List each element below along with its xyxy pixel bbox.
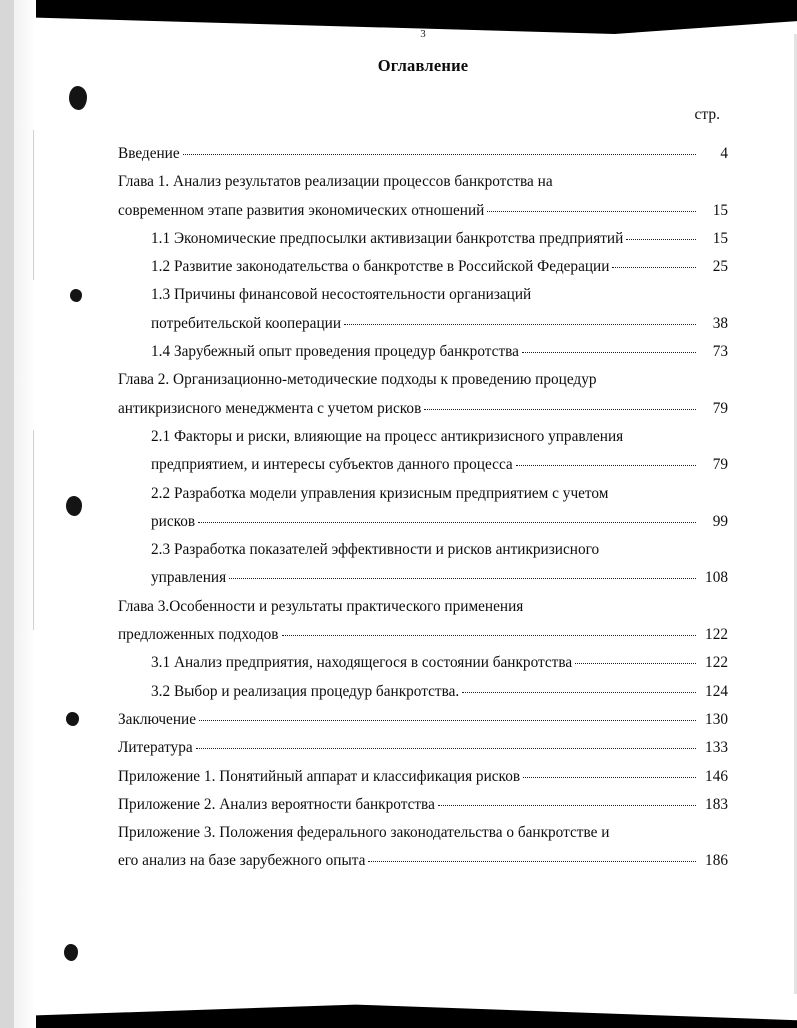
toc-entry-line (151, 316, 728, 331)
toc-entry-label: предприятием, и интересы субъектов данного процесса (151, 456, 513, 474)
toc-page-number: 186 (705, 852, 728, 870)
toc-entry-line (118, 401, 728, 416)
toc-dot-leader (196, 748, 696, 749)
toc-page-number: 122 (705, 626, 728, 644)
toc-entry-line (151, 344, 728, 359)
toc-page-number: 124 (705, 682, 728, 700)
toc-page-number: 122 (705, 654, 728, 672)
toc-dot-leader (282, 635, 697, 636)
page-title: Оглавление (377, 56, 469, 75)
toc-entry-label: 1.4 Зарубежный опыт проведения процедур банкротства (151, 343, 519, 361)
toc-entry-label: Глава 2. Организационно-методические подходы к проведению процедур (118, 371, 597, 389)
toc-entry-line (151, 570, 728, 585)
toc-dot-leader (438, 805, 696, 806)
hole-punch-mark-3 (66, 496, 82, 516)
toc-entry-label: Глава 1. Анализ результатов реализации процессов банкротства на (118, 173, 553, 191)
toc-entry[interactable] (118, 712, 728, 727)
toc-entry-line (151, 542, 728, 557)
toc-entry-label: Приложение 2. Анализ вероятности банкротства (118, 795, 435, 813)
toc-entry[interactable] (118, 486, 728, 530)
toc-dot-leader (229, 578, 696, 579)
toc-entry-label: 1.1 Экономические предпосылки активизации банкротства предприятий (151, 229, 624, 247)
toc-entry-line (118, 146, 728, 161)
toc-dot-leader (462, 692, 696, 693)
toc-entry-line (151, 684, 728, 699)
toc-entry[interactable] (118, 655, 728, 670)
toc-page-number: 15 (712, 229, 728, 247)
toc-entry[interactable] (118, 684, 728, 699)
toc-entry-label: современном этапе развития экономических отношений (118, 201, 485, 219)
toc-entry-label: 3.2 Выбор и реализация процедур банкротства. (151, 682, 460, 700)
hole-punch-mark-1 (69, 86, 87, 110)
toc-entry-line (118, 627, 728, 642)
toc-dot-leader (424, 409, 696, 410)
toc-dot-leader (523, 777, 696, 778)
toc-dot-leader (198, 522, 696, 523)
toc-entry-label: 2.1 Факторы и риски, влияющие на процесс антикризисного управления (151, 427, 624, 445)
toc-entry[interactable] (118, 797, 728, 812)
toc-page-number: 4 (720, 145, 728, 162)
scan-bottom-black-band (36, 998, 797, 1028)
toc-dot-leader (368, 861, 696, 862)
toc-page-number: 108 (705, 569, 728, 587)
toc-entry-label: 2.2 Разработка модели управления кризисным предприятием с учетом (151, 484, 609, 502)
toc-entry-label: предложенных подходов (118, 626, 279, 644)
toc-entry-line (118, 797, 728, 812)
scan-left-edge-dark (0, 0, 14, 1028)
toc-entry-line (151, 429, 728, 444)
toc-entry-label: его анализ на базе зарубежного опыта (118, 852, 366, 870)
toc-entry[interactable] (118, 146, 728, 161)
toc-dot-leader (183, 154, 696, 155)
toc-entry-label: Приложение 3. Положения федерального законодательства о банкротстве и (118, 824, 610, 842)
toc-entry[interactable] (118, 231, 728, 246)
toc-entry-label: Глава 3.Особенности и результаты практического применения (118, 597, 524, 615)
toc-entry-line (151, 655, 728, 670)
toc-entry-line (118, 740, 728, 755)
toc-entry-label: рисков (151, 512, 196, 530)
toc-dot-leader (522, 352, 696, 353)
toc-entry[interactable] (118, 287, 728, 331)
document-content (118, 28, 728, 882)
toc-entry-label: 1.2 Развитие законодательства о банкротстве в Российской Федерации (151, 258, 610, 276)
toc-dot-leader (612, 267, 696, 268)
toc-entry-label: потребительской кооперации (151, 314, 342, 332)
toc-page-number: 79 (712, 399, 728, 417)
toc-page-number: 183 (705, 795, 728, 813)
toc-entry[interactable] (118, 259, 728, 274)
toc-entry-line (151, 287, 728, 302)
toc-entry[interactable] (118, 740, 728, 755)
toc-entry[interactable] (118, 429, 728, 473)
toc-entry-label: антикризисного менеджмента с учетом рисков (118, 399, 422, 417)
toc-entry-line (118, 769, 728, 784)
toc-page-number: 130 (705, 710, 728, 728)
toc-entry-label: Введение (118, 145, 180, 162)
toc-entry[interactable] (118, 542, 728, 586)
hole-punch-mark-4 (66, 712, 79, 726)
toc-entry-line (118, 712, 728, 727)
toc-entry-label: 2.3 Разработка показателей эффективности и рисков антикризисного (151, 541, 600, 559)
toc-entry[interactable] (118, 174, 728, 218)
toc-entry-line (118, 853, 728, 868)
page-crease-lower (33, 430, 34, 630)
toc-entry[interactable] (118, 769, 728, 784)
toc-entry-label: Заключение (118, 710, 197, 728)
page-crease-upper (33, 130, 34, 280)
toc-entry[interactable] (118, 825, 728, 869)
toc-entry-label: управления (151, 569, 227, 587)
toc-entry-line (151, 514, 728, 529)
toc-entry-label: 3.1 Анализ предприятия, находящегося в состоянии банкротства (151, 654, 573, 672)
toc-dot-leader (199, 720, 696, 721)
table-of-contents (118, 146, 728, 869)
toc-entry-line (151, 486, 728, 501)
toc-entry[interactable] (118, 372, 728, 416)
page-number-folio: 3 (420, 28, 426, 40)
toc-dot-leader (575, 663, 696, 664)
toc-entry-line (118, 203, 728, 218)
toc-entry[interactable] (118, 344, 728, 359)
toc-page-number: 99 (712, 512, 728, 530)
hole-punch-mark-5 (64, 944, 78, 961)
toc-page-number: 146 (705, 767, 728, 785)
toc-entry-line (151, 231, 728, 246)
toc-page-number: 133 (705, 739, 728, 757)
toc-entry-label: 1.3 Причины финансовой несостоятельности организаций (151, 286, 532, 304)
hole-punch-mark-2 (70, 289, 82, 302)
toc-entry-line (118, 825, 728, 840)
toc-entry-line (151, 457, 728, 472)
toc-dot-leader (487, 211, 696, 212)
toc-entry-line (118, 372, 728, 387)
toc-page-number: 73 (712, 343, 728, 361)
toc-entry[interactable] (118, 599, 728, 643)
toc-entry-line (118, 174, 728, 189)
toc-dot-leader (626, 239, 696, 240)
toc-dot-leader (516, 465, 696, 466)
toc-entry-line (151, 259, 728, 274)
toc-dot-leader (344, 324, 696, 325)
toc-page-number: 15 (712, 201, 728, 219)
toc-entry-label: Приложение 1. Понятийный аппарат и классификация рисков (118, 767, 521, 785)
toc-page-number: 25 (712, 258, 728, 276)
toc-entry-line (118, 599, 728, 614)
toc-page-number: 79 (712, 456, 728, 474)
toc-page-number: 38 (712, 314, 728, 332)
toc-entry-label: Литература (118, 739, 193, 757)
page-column-header: стр. (694, 106, 720, 123)
